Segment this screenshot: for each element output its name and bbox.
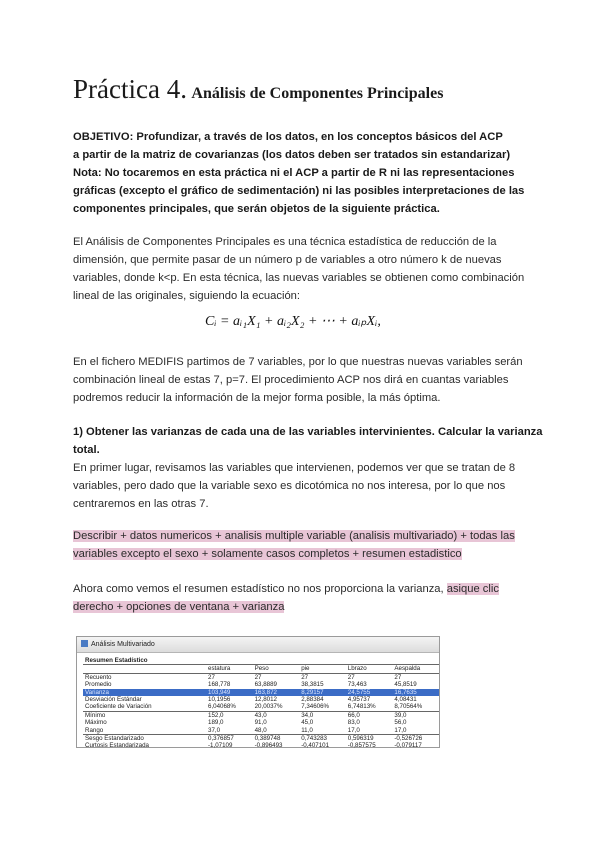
table-cell: 24,5755 <box>346 689 393 696</box>
page-title <box>73 74 443 105</box>
equation: Cᵢ = aᵢ₁X₁ + aᵢ₂X₂ + ⋯ + aᵢₚXᵢ, <box>205 314 381 329</box>
table-cell: 189,0 <box>208 719 224 727</box>
table-cell: 56,0 <box>394 719 407 727</box>
table-cell: 43,0 <box>253 711 300 719</box>
table-cell: Rango <box>85 726 104 734</box>
section1-line: variables, pero dado que la variable sexo es dicotómica no nos interesa, por lo que nos <box>73 480 506 492</box>
table-header-row <box>83 665 439 673</box>
table-cell: Varianza <box>83 689 206 696</box>
table-cell: 27 <box>394 673 402 681</box>
variance-highlight: asique clic <box>446 583 499 595</box>
table-row <box>83 696 439 703</box>
medifis-line: combinación lineal de estas 7, p=7. El procedimiento ACP nos dirá en cuantas variables <box>73 374 509 386</box>
table-cell: 27 <box>301 673 309 681</box>
intro-line: El Análisis de Componentes Principales es una técnica estadística de reducción de la <box>73 236 497 248</box>
table-row <box>83 719 439 726</box>
table-row <box>83 735 439 743</box>
intro-line: variables, donde k<p. En esta técnica, las nuevas variables se obtienen como combinación <box>73 272 525 284</box>
table-cell: 38,3815 <box>301 681 324 689</box>
table-cell: Máximo <box>85 719 107 727</box>
window-title: Análisis Multivariado <box>91 641 155 648</box>
table-cell: 16,7635 <box>392 689 439 696</box>
table-cell: 73,463 <box>347 681 367 689</box>
objective-line: a partir de la matriz de covarianzas (los datos deben ser tratados sin estandarizar) <box>73 149 511 161</box>
table-cell: 8,70564% <box>394 703 423 711</box>
objective-block <box>73 128 533 218</box>
table-row-selected <box>83 689 439 696</box>
table-cell: 10,1956 <box>208 696 231 704</box>
table-cell: 6,04068% <box>208 703 236 711</box>
variance-instructions <box>73 580 533 616</box>
table-row <box>83 727 439 735</box>
table-cell: 37,0 <box>208 726 221 734</box>
table-row <box>83 703 439 711</box>
table-cell: Coeficiente de Variación <box>85 703 152 711</box>
medifis-paragraph <box>73 353 533 407</box>
intro-line: dimensión, que permite pasar de un número p de variables a otro número k de nuevas <box>73 254 502 266</box>
table-cell: 91,0 <box>254 719 267 727</box>
objective-line: gráficas (excepto el gráfico de sedimentación) ni las posibles interpretaciones de las <box>73 185 525 197</box>
table-cell: 17,0 <box>394 726 407 734</box>
table-row <box>83 681 439 688</box>
table-cell: Mínimo <box>83 711 206 719</box>
table-cell: Promedio <box>85 681 112 689</box>
app-window-icon <box>81 640 88 647</box>
table-cell: 12,8012 <box>254 696 277 704</box>
table-cell: 168,778 <box>208 681 231 689</box>
medifis-line: En el fichero MEDIFIS partimos de 7 variables, por lo que nuestras nuevas variables serán <box>73 356 523 368</box>
table-cell: 66,0 <box>346 711 393 719</box>
table-cell: 2,88384 <box>301 696 324 704</box>
title-sub: Análisis de Componentes Principales <box>191 85 444 102</box>
objective-line: componentes principales, que serán objetos de la siguiente práctica. <box>73 203 440 215</box>
table-cell: 152,0 <box>206 711 253 719</box>
table-cell: -0,079117 <box>394 742 422 750</box>
table-cell: 8,29157 <box>299 689 346 696</box>
table-caption: Resumen Estadístico <box>83 657 439 665</box>
table-cell: 48,0 <box>254 726 267 734</box>
section1-heading: 1) Obtener las varianzas de cada una de las variables intervinientes. Calcular la varianza <box>73 426 543 438</box>
table-cell: 39,0 <box>392 711 439 719</box>
title-main: Práctica 4. <box>73 74 187 104</box>
column-header <box>83 665 206 673</box>
table-cell: -0,526726 <box>392 735 439 743</box>
highlight-instructions <box>73 527 533 563</box>
section1-line: En primer lugar, revisamos las variables que intervienen, podemos ver que se tratan de 8 <box>73 462 516 474</box>
table-cell: Sesgo Estandarizado <box>83 735 206 743</box>
table-cell: 63,8889 <box>254 681 277 689</box>
summary-stats-table <box>83 657 439 750</box>
table-cell: 27 <box>347 673 355 681</box>
table-cell: 17,0 <box>347 726 360 734</box>
table-cell: 20,0037% <box>254 703 283 711</box>
table-cell: -0,857575 <box>347 742 376 750</box>
table-cell: -0,896493 <box>254 742 283 750</box>
table-cell: 0,389748 <box>253 735 300 743</box>
table-cell: 0,376857 <box>206 735 253 743</box>
table-cell: 34,0 <box>299 711 346 719</box>
table-cell: Curtosis Estandarizada <box>85 742 149 750</box>
table-row <box>83 711 439 719</box>
table-cell: 0,743283 <box>299 735 346 743</box>
highlight-line: variables excepto el sexo + solamente casos completos + resumen estadistico <box>73 548 462 560</box>
table-cell: 11,0 <box>301 726 313 734</box>
table-cell: 163,872 <box>253 689 300 696</box>
column-header: Aespalda <box>392 665 439 673</box>
table-cell: 7,34606% <box>301 703 330 711</box>
intro-paragraph <box>73 233 533 305</box>
intro-line: lineal de las originales, siguiendo la ecuación: <box>73 290 301 302</box>
medifis-line: podremos reducir la información de la mejor forma posible, la más óptima. <box>73 392 441 404</box>
table-cell: 45,8519 <box>394 681 417 689</box>
table-cell: 27 <box>254 673 262 681</box>
table-row <box>83 742 439 749</box>
section1-block <box>73 423 543 513</box>
column-header: pie <box>299 665 346 673</box>
table-cell: 83,0 <box>347 719 360 727</box>
section1-heading: total. <box>73 444 100 456</box>
table-cell: 6,74813% <box>347 703 376 711</box>
objective-line: Nota: No tocaremos en esta práctica ni el ACP a partir de R ni las representaciones <box>73 167 515 179</box>
multivariate-analysis-screenshot <box>76 636 440 748</box>
section1-line: centraremos en las otras 7. <box>73 498 209 510</box>
window-titlebar <box>77 637 439 653</box>
table-cell: Recuento <box>85 673 112 681</box>
column-header: Lbrazo <box>346 665 393 673</box>
variance-text: Ahora como vemos el resumen estadístico no nos proporciona la varianza, <box>73 583 447 595</box>
column-header: Peso <box>253 665 300 673</box>
table-cell: 45,0 <box>301 719 314 727</box>
table-cell: 4,08431 <box>394 696 417 704</box>
table-cell: 4,95737 <box>347 696 371 704</box>
table-cell: 103,949 <box>206 689 253 696</box>
variance-highlight: derecho + opciones de ventana + varianza <box>73 601 285 613</box>
table-cell: 27 <box>208 673 215 681</box>
highlight-line: Describir + datos numericos + analisis multiple variable (analisis multivariado) + todas las <box>73 530 515 542</box>
table-cell: 0,596319 <box>346 735 393 743</box>
column-header: estatura <box>206 665 253 673</box>
table-cell: Desviación Estándar <box>85 696 142 704</box>
table-row <box>83 673 439 681</box>
table-cell: -1,07109 <box>208 742 233 750</box>
objective-line: OBJETIVO: Profundizar, a través de los datos, en los conceptos básicos del ACP <box>73 131 503 143</box>
table-cell: -0,407101 <box>301 742 330 750</box>
